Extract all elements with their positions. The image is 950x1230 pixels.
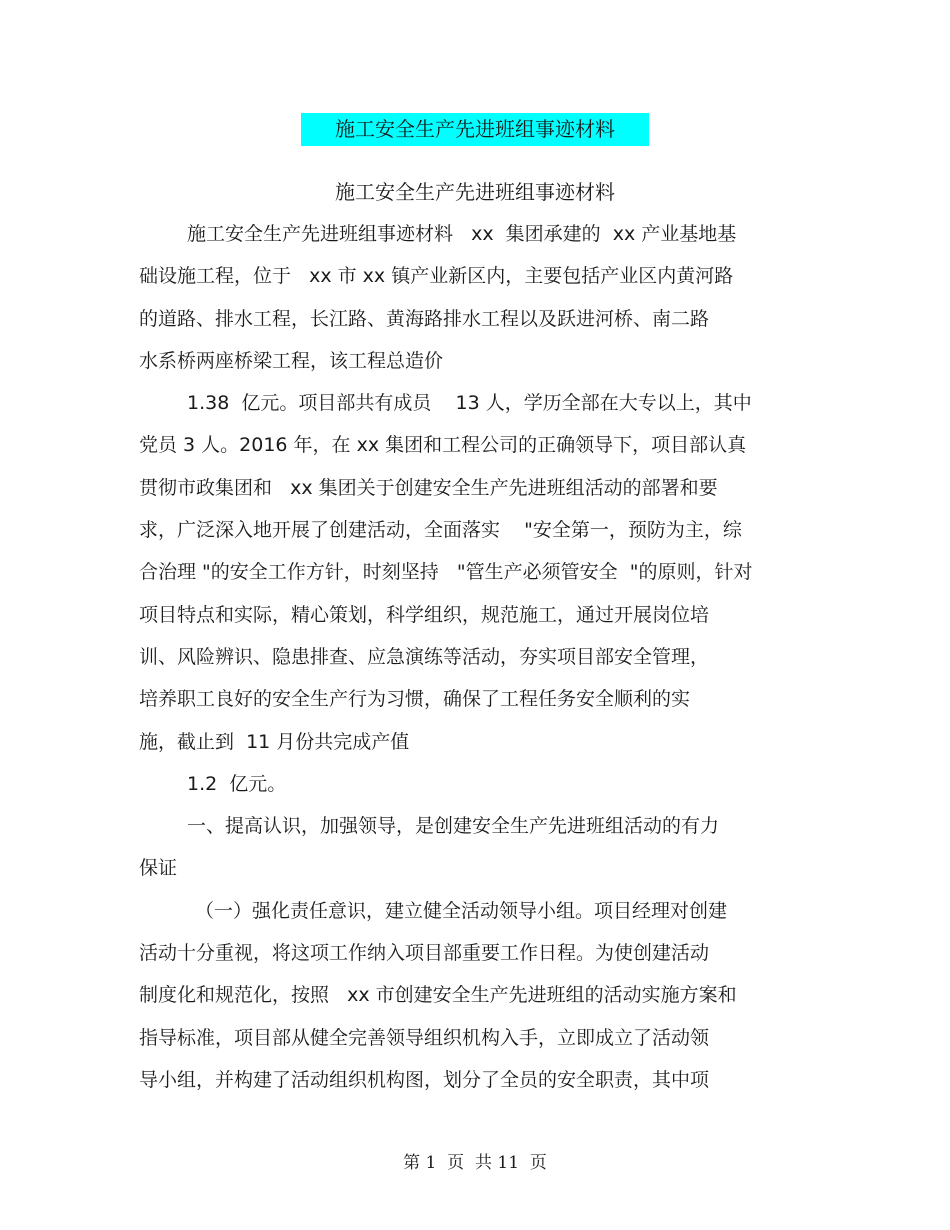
text-line: 培养职工良好的安全生产行为习惯，确保了工程任务安全顺利的实 [139,688,691,711]
text-line: 1.2 亿元。 [187,772,287,795]
text-line: 施工安全生产先进班组事迹材料 xx 集团承建的 xx 产业基地基 [187,223,737,245]
text-line: 贯彻市政集团和 xx 集团关于创建安全生产先进班组活动的部署和要 [139,476,718,499]
text-line: 合治理 "的安全工作方针，时刻坚持 "管生产必须管安全 "的原则，针对 [139,561,753,584]
text-line: 制度化和规范化，按照 xx 市创建安全生产先进班组的活动实施方案和 [139,984,737,1007]
page-number: 第 1 页 共 11 页 [403,1153,547,1173]
text-line: 活动十分重视，将这项工作纳入项目部重要工作日程。为使创建活动 [139,942,710,965]
document-title: 施工安全生产先进班组事迹材料 [301,113,649,146]
text-line: 保证 [139,857,178,880]
text-line: 训、风险辨识、隐患排查、应急演练等活动，夯实项目部安全管理， [139,645,710,668]
text-line: 导小组，并构建了活动组织机构图，划分了全员的安全职责，其中项 [139,1068,710,1091]
text-line: 的道路、排水工程，长江路、黄海路排水工程以及跃进河桥、南二路 [139,307,710,330]
text-line: 水系桥两座桥梁工程，该工程总造价 [139,349,444,372]
document-subtitle: 施工安全生产先进班组事迹材料 [335,180,615,204]
text-line: 础设施工程，位于 xx 市 xx 镇产业新区内，主要包括产业区内黄河路 [139,265,734,288]
text-line: 求，广泛深入地开展了创建活动，全面落实 "安全第一，预防为主，综 [139,519,742,542]
text-line: （一）强化责任意识，建立健全活动领导小组。项目经理对创建 [195,899,728,922]
body-text [139,219,819,1107]
section-heading: 一、提高认识，加强领导，是创建安全生产先进班组活动的有力 [187,815,720,838]
text-line: 党员 3 人。2016 年，在 xx 集团和工程公司的正确领导下，项目部认真 [139,434,747,457]
text-line: 指导标准，项目部从健全完善领导组织机构入手，立即成立了活动领 [139,1026,710,1049]
text-line: 施，截止到 11 月份共完成产值 [139,730,410,753]
text-line: 1.38 亿元。项目部共有成员 13 人，学历全部在大专以上，其中 [187,392,752,415]
text-line: 项目特点和实际，精心策划，科学组织，规范施工，通过开展岗位培 [139,603,710,626]
